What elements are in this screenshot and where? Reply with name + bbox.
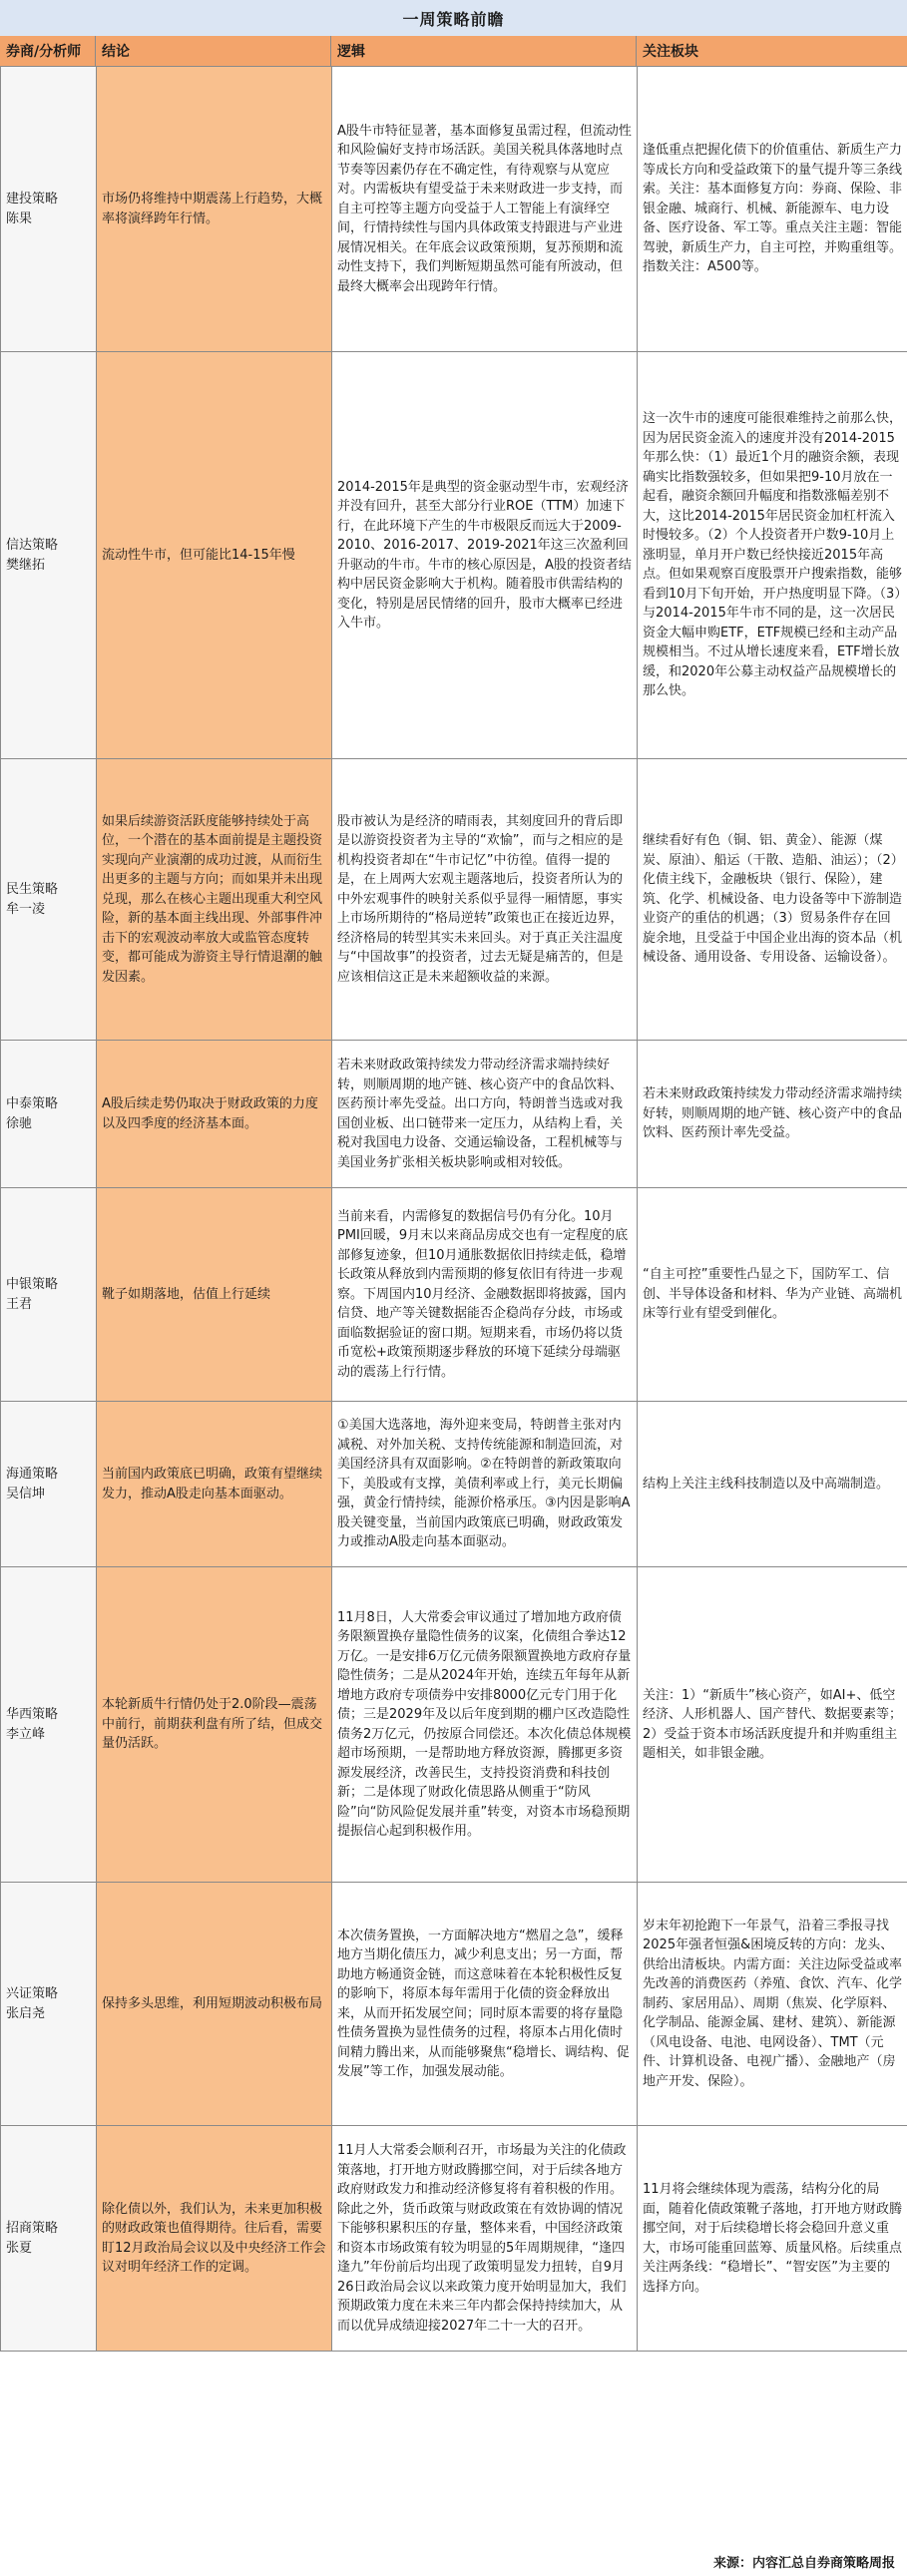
analyst-name: 李立峰 bbox=[6, 1726, 46, 1742]
table-row bbox=[1, 1188, 907, 1402]
logic-cell: 本次债务置换，一方面解决地方“燃眉之急”，缓释地方当期化债压力，减少利息支出；另一方面，帮助地方畅通资金链，而这意味着在本轮积极性反复的影响下，将原本每年需用于化债的资金释放出来，从而开拓发展空间；同时原本需要的将存量隐性债务置换为显性债务的过程，将原本占用化债时间精力腾出来，从而能够聚焦“稳增长、调结构、促发展”等工作，加强发展动能。 bbox=[332, 1883, 638, 2126]
sectors-cell: “自主可控”重要性凸显之下，国防军工、信创、半导体设备和材料、华为产业链、高端机床等行业有望受到催化。 bbox=[638, 1188, 907, 1402]
logic-cell: 当前来看，内需修复的数据信号仍有分化。10月PMI回暖，9月末以来商品房成交也有一定程度的底部修复迹象，但10月通胀数据依旧持续走低，稳增长政策从释放到内需预期的修复依旧有待进一步观察。下周国内10月经济、金融数据即将披露，国内信贷、地产等关键数据能否企稳尚存分歧，市场或面临数据验证的窗口期。短期来看，市场仍将以货币宽松+政策预期逐步释放的环境下延续分母端驱动的震荡上行行情。 bbox=[332, 1188, 638, 1402]
sectors-cell: 逢低重点把握化债下的价值重估、新质生产力等成长方向和受益政策下的量气提升等三条线索。关注：基本面修复方向：券商、保险、非银金融、城商行、机械、新能源车、电力设备、医疗设备、军工等。重点关注主题：智能驾驶，新质生产力，自主可控，并购重组等。指数关注：A500等。 bbox=[638, 67, 907, 352]
firm-cell bbox=[1, 1402, 97, 1567]
analyst-name: 樊继拓 bbox=[6, 557, 46, 573]
header-firm: 券商/分析师 bbox=[0, 36, 96, 66]
source-note: 来源：内容汇总自券商策略周报 bbox=[712, 2556, 895, 2571]
table-row bbox=[1, 1402, 907, 1567]
firm-name: 海通策略 bbox=[6, 1467, 59, 1482]
table-row bbox=[1, 1041, 907, 1188]
table-row bbox=[1, 1883, 907, 2126]
logic-cell: 若未来财政政策持续发力带动经济需求端持续好转，则顺周期的地产链、核心资产中的食品饮料、医药预计率先受益。出口方向，特朗普当选或对我国创业板、出口链带来一定压力，从结构上看，关税对我国电力设备、交通运输设备，工程机械等与美国业务扩张相关板块影响或相对较低。 bbox=[332, 1041, 638, 1188]
table-row bbox=[1, 352, 907, 759]
strategy-table bbox=[0, 66, 907, 2352]
conclusion-cell: 当前国内政策底已明确，政策有望继续发力，推动A股走向基本面驱动。 bbox=[97, 1402, 332, 1567]
firm-cell bbox=[1, 2126, 97, 2352]
conclusion-cell: 本轮新质牛行情仍处于2.0阶段—震荡中前行，前期获利盘有所了结，但成交量仍活跃。 bbox=[97, 1567, 332, 1883]
firm-name: 兴证策略 bbox=[6, 1986, 59, 2001]
sectors-cell: 结构上关注主线科技制造以及中高端制造。 bbox=[638, 1402, 907, 1567]
firm-cell bbox=[1, 759, 97, 1041]
firm-name: 招商策略 bbox=[6, 2221, 59, 2236]
logic-cell: A股牛市特征显著，基本面修复虽需过程，但流动性和风险偏好支持市场活跃。美国关税具体落地时点节奏等因素仍存在不确定性，有待观察与从宽应对。内需板块有望受益于未来财政进一步支持，而自主可控等主题方向受益于人工智能上有演绎空间，行情持续性与国内具体政策支持跟进与产业进展情况相关。在年底会议政策预期，复苏预期和流动性支持下，我们判断短期虽然可能有所波动，但最终大概率会出现跨年行情。 bbox=[332, 67, 638, 352]
analyst-name: 陈果 bbox=[6, 211, 33, 226]
analyst-name: 张启尧 bbox=[6, 2005, 46, 2021]
firm-cell bbox=[1, 352, 97, 759]
firm-name: 华西策略 bbox=[6, 1707, 59, 1722]
conclusion-cell: 靴子如期落地，估值上行延续 bbox=[97, 1188, 332, 1402]
table-row bbox=[1, 2126, 907, 2352]
sectors-cell: 岁末年初抢跑下一年景气，沿着三季报寻找2025年强者恒强&困境反转的方向：龙头、供给出清板块。内需方面：关注边际受益或率先改善的消费医药（养殖、食饮、汽车、化学制药、家居用品）、周期（焦炭、化学原料、化学制品、能源金属、建材、建筑）、新能源（风电设备、电池、电网设备）、TMT（元件、计算机设备、电视广播）、金融地产（房地产开发、保险）。 bbox=[638, 1883, 907, 2126]
analyst-name: 牟一凌 bbox=[6, 901, 46, 917]
table-row bbox=[1, 67, 907, 352]
conclusion-cell: 除化债以外，我们认为，未来更加积极的财政政策也值得期待。往后看，需要盯12月政治局会议以及中央经济工作会议对明年经济工作的定调。 bbox=[97, 2126, 332, 2352]
sectors-cell: 关注：1）“新质牛”核心资产，如AI+、低空经济、人形机器人、国产替代、数据要素等；2）受益于资本市场活跃度提升和并购重组主题相关，如非银金融。 bbox=[638, 1567, 907, 1883]
sectors-cell: 若未来财政政策持续发力带动经济需求端持续好转，则顺周期的地产链、核心资产中的食品饮料、医药预计率先受益。 bbox=[638, 1041, 907, 1188]
logic-cell: ①美国大选落地，海外迎来变局，特朗普主张对内减税、对外加关税、支持传统能源和制造回流，对美国经济具有双面影响。②在特朗普的新政策取向下，美股或有支撑，美债利率或上行，美元长期偏强，黄金行情持续，能源价格承压。③内因是影响A股关键变量，当前国内政策底已明确，财政政策发力或推动A股走向基本面驱动。 bbox=[332, 1402, 638, 1567]
conclusion-cell: 如果后续游资活跃度能够持续处于高位，一个潜在的基本面前提是主题投资实现向产业演潮的成功过渡，从而衍生出更多的主题与方向；而如果并未出现兑现，那么在核心主题出现重大利空风险，新的基本面主线出现、外部事件冲击下的宏观波动率放大或监管态度转变，都可能成为游资主导行情退潮的触发因素。 bbox=[97, 759, 332, 1041]
analyst-name: 张夏 bbox=[6, 2240, 33, 2256]
firm-cell bbox=[1, 1041, 97, 1188]
firm-name: 民生策略 bbox=[6, 882, 59, 897]
firm-name: 信达策略 bbox=[6, 538, 59, 553]
header-sectors: 关注板块 bbox=[643, 44, 698, 60]
conclusion-cell: A股后续走势仍取决于财政政策的力度以及四季度的经济基本面。 bbox=[97, 1041, 332, 1188]
conclusion-cell: 市场仍将维持中期震荡上行趋势，大概率将演绎跨年行情。 bbox=[97, 67, 332, 352]
analyst-name: 王君 bbox=[6, 1296, 33, 1312]
header-conclusion: 结论 bbox=[96, 36, 331, 66]
firm-name: 中泰策略 bbox=[6, 1096, 59, 1111]
firm-cell bbox=[1, 1188, 97, 1402]
analyst-name: 吴信坤 bbox=[6, 1486, 46, 1502]
logic-cell: 2014-2015年是典型的资金驱动型牛市，宏观经济并没有回升，甚至大部分行业ROE（TTM）加速下行，在此环境下产生的牛市极限反而远大于2009-2010、2016-2017、2019-2021年这三次盈利回升驱动的牛市。牛市的核心原因是，A股的投资者结构中居民资金影响大于机构。随着股市供需结构的变化，特别是居民情绪的回升，股市大概率已经进入牛市。 bbox=[332, 352, 638, 759]
logic-cell: 股市被认为是经济的晴雨表，其刻度回升的背后即是以游资投资者为主导的“欢愉”，而与之相应的是机构投资者却在“牛市记忆”中彷徨。值得一提的是，在上周两大宏观主题落地后，投资者所认为的中外宏观事件的映射关系似乎显得一厢情愿，事实上市场所期待的“格局逆转”政策也正在接近边界，经济格局的转型其实未来回头。对于真正关注温度与“中国故事”的投资者，过去无疑是痛苦的，但是应该相信这正是未来超额收益的来源。 bbox=[332, 759, 638, 1041]
firm-cell bbox=[1, 1567, 97, 1883]
table-row bbox=[1, 1567, 907, 1883]
header-logic: 逻辑 bbox=[331, 36, 637, 66]
logic-cell: 11月8日，人大常委会审议通过了增加地方政府债务限额置换存量隐性债务的议案，化债组合拳达12万亿。一是安排6万亿元债务限额置换地方政府存量隐性债务；二是从2024年开始，连续五年每年从新增地方政府专项债券中安排8000亿元专门用于化债；三是2029年及以后年度到期的棚户区改造隐性债务2万亿元，仍按原合同偿还。本次化债总体规模超市场预期，一是帮助地方释放资源，腾挪更多资源发展经济，改善民生，支持投资消费和科技创新；二是体现了财政化债思路从侧重于“防风险”向“防风险促发展并重”转变，对资本市场稳预期提振信心起到积极作用。 bbox=[332, 1567, 638, 1883]
table-header bbox=[0, 36, 907, 67]
page-title: 一周策略前瞻 bbox=[0, 0, 907, 37]
conclusion-cell: 保持多头思维，利用短期波动积极布局 bbox=[97, 1883, 332, 2126]
analyst-name: 徐驰 bbox=[6, 1115, 33, 1131]
firm-cell bbox=[1, 67, 97, 352]
sectors-cell: 11月将会继续体现为震荡，结构分化的局面，随着化债政策靴子落地，打开地方财政腾挪空间，对于后续稳增长将会稳回升意义重大，市场可能重回蓝筹、质量风格。后续重点关注两条线：“稳增长”、“智安医”为主要的选择方向。 bbox=[638, 2126, 907, 2352]
firm-name: 中银策略 bbox=[6, 1277, 59, 1292]
sectors-cell: 继续看好有色（铜、铝、黄金）、能源（煤炭、原油）、船运（干散、造船、油运）；（2）化债主线下，金融板块（银行、保险），建筑、化学、机械设备、电力设备等中下游制造业资产的重估的机遇；（3）贸易条件存在回旋余地，且受益于中国企业出海的资本品（机械设备、通用设备、专用设备、运输设备）。 bbox=[638, 759, 907, 1041]
conclusion-cell: 流动性牛市，但可能比14-15年慢 bbox=[97, 352, 332, 759]
firm-name: 建投策略 bbox=[6, 192, 59, 207]
logic-cell: 11月人大常委会顺利召开，市场最为关注的化债政策落地，打开地方财政腾挪空间，对于后续各地方政府财政发力和推动经济修复将有着积极的作用。除此之外，货币政策与财政政策在有效协调的情况下能够积累积压的存量，整体来看，中国经济政策和资本市场政策有较为明显的5年周期规律，“逢四逢九”年份前后均出现了政策明显发力扭转，自9月26日政治局会议以来政策力度开始明显加大，我们预期政策力度在未来三年内都会保持持续加大，从而以优异成绩迎接2027年二十一大的召开。 bbox=[332, 2126, 638, 2352]
firm-cell bbox=[1, 1883, 97, 2126]
table-row bbox=[1, 759, 907, 1041]
sectors-cell: 这一次牛市的速度可能很难维持之前那么快，因为居民资金流入的速度并没有2014-2015年那么快：（1）最近1个月的融资余额，表现确实比指数强较多，但如果把9-10月放在一起看，融资余额回升幅度和指数涨幅差别不大，这比2014-2015年居民资金加杠杆流入时慢较多。（2）个人投资者开户数9-10月上涨明显，单月开户数已经快接近2015年高点。但如果观察百度股票开户搜索指数，能够看到10月下旬开始，开户热度明显下降。（3）与2014-2015年牛市不同的是，这一次居民资金大幅申购ETF，ETF规模已经和主动产品规模相当。不过从增长速度来看，ETF增长放缓，和2020年公募主动权益产品规模增长的那么快。 bbox=[638, 352, 907, 759]
